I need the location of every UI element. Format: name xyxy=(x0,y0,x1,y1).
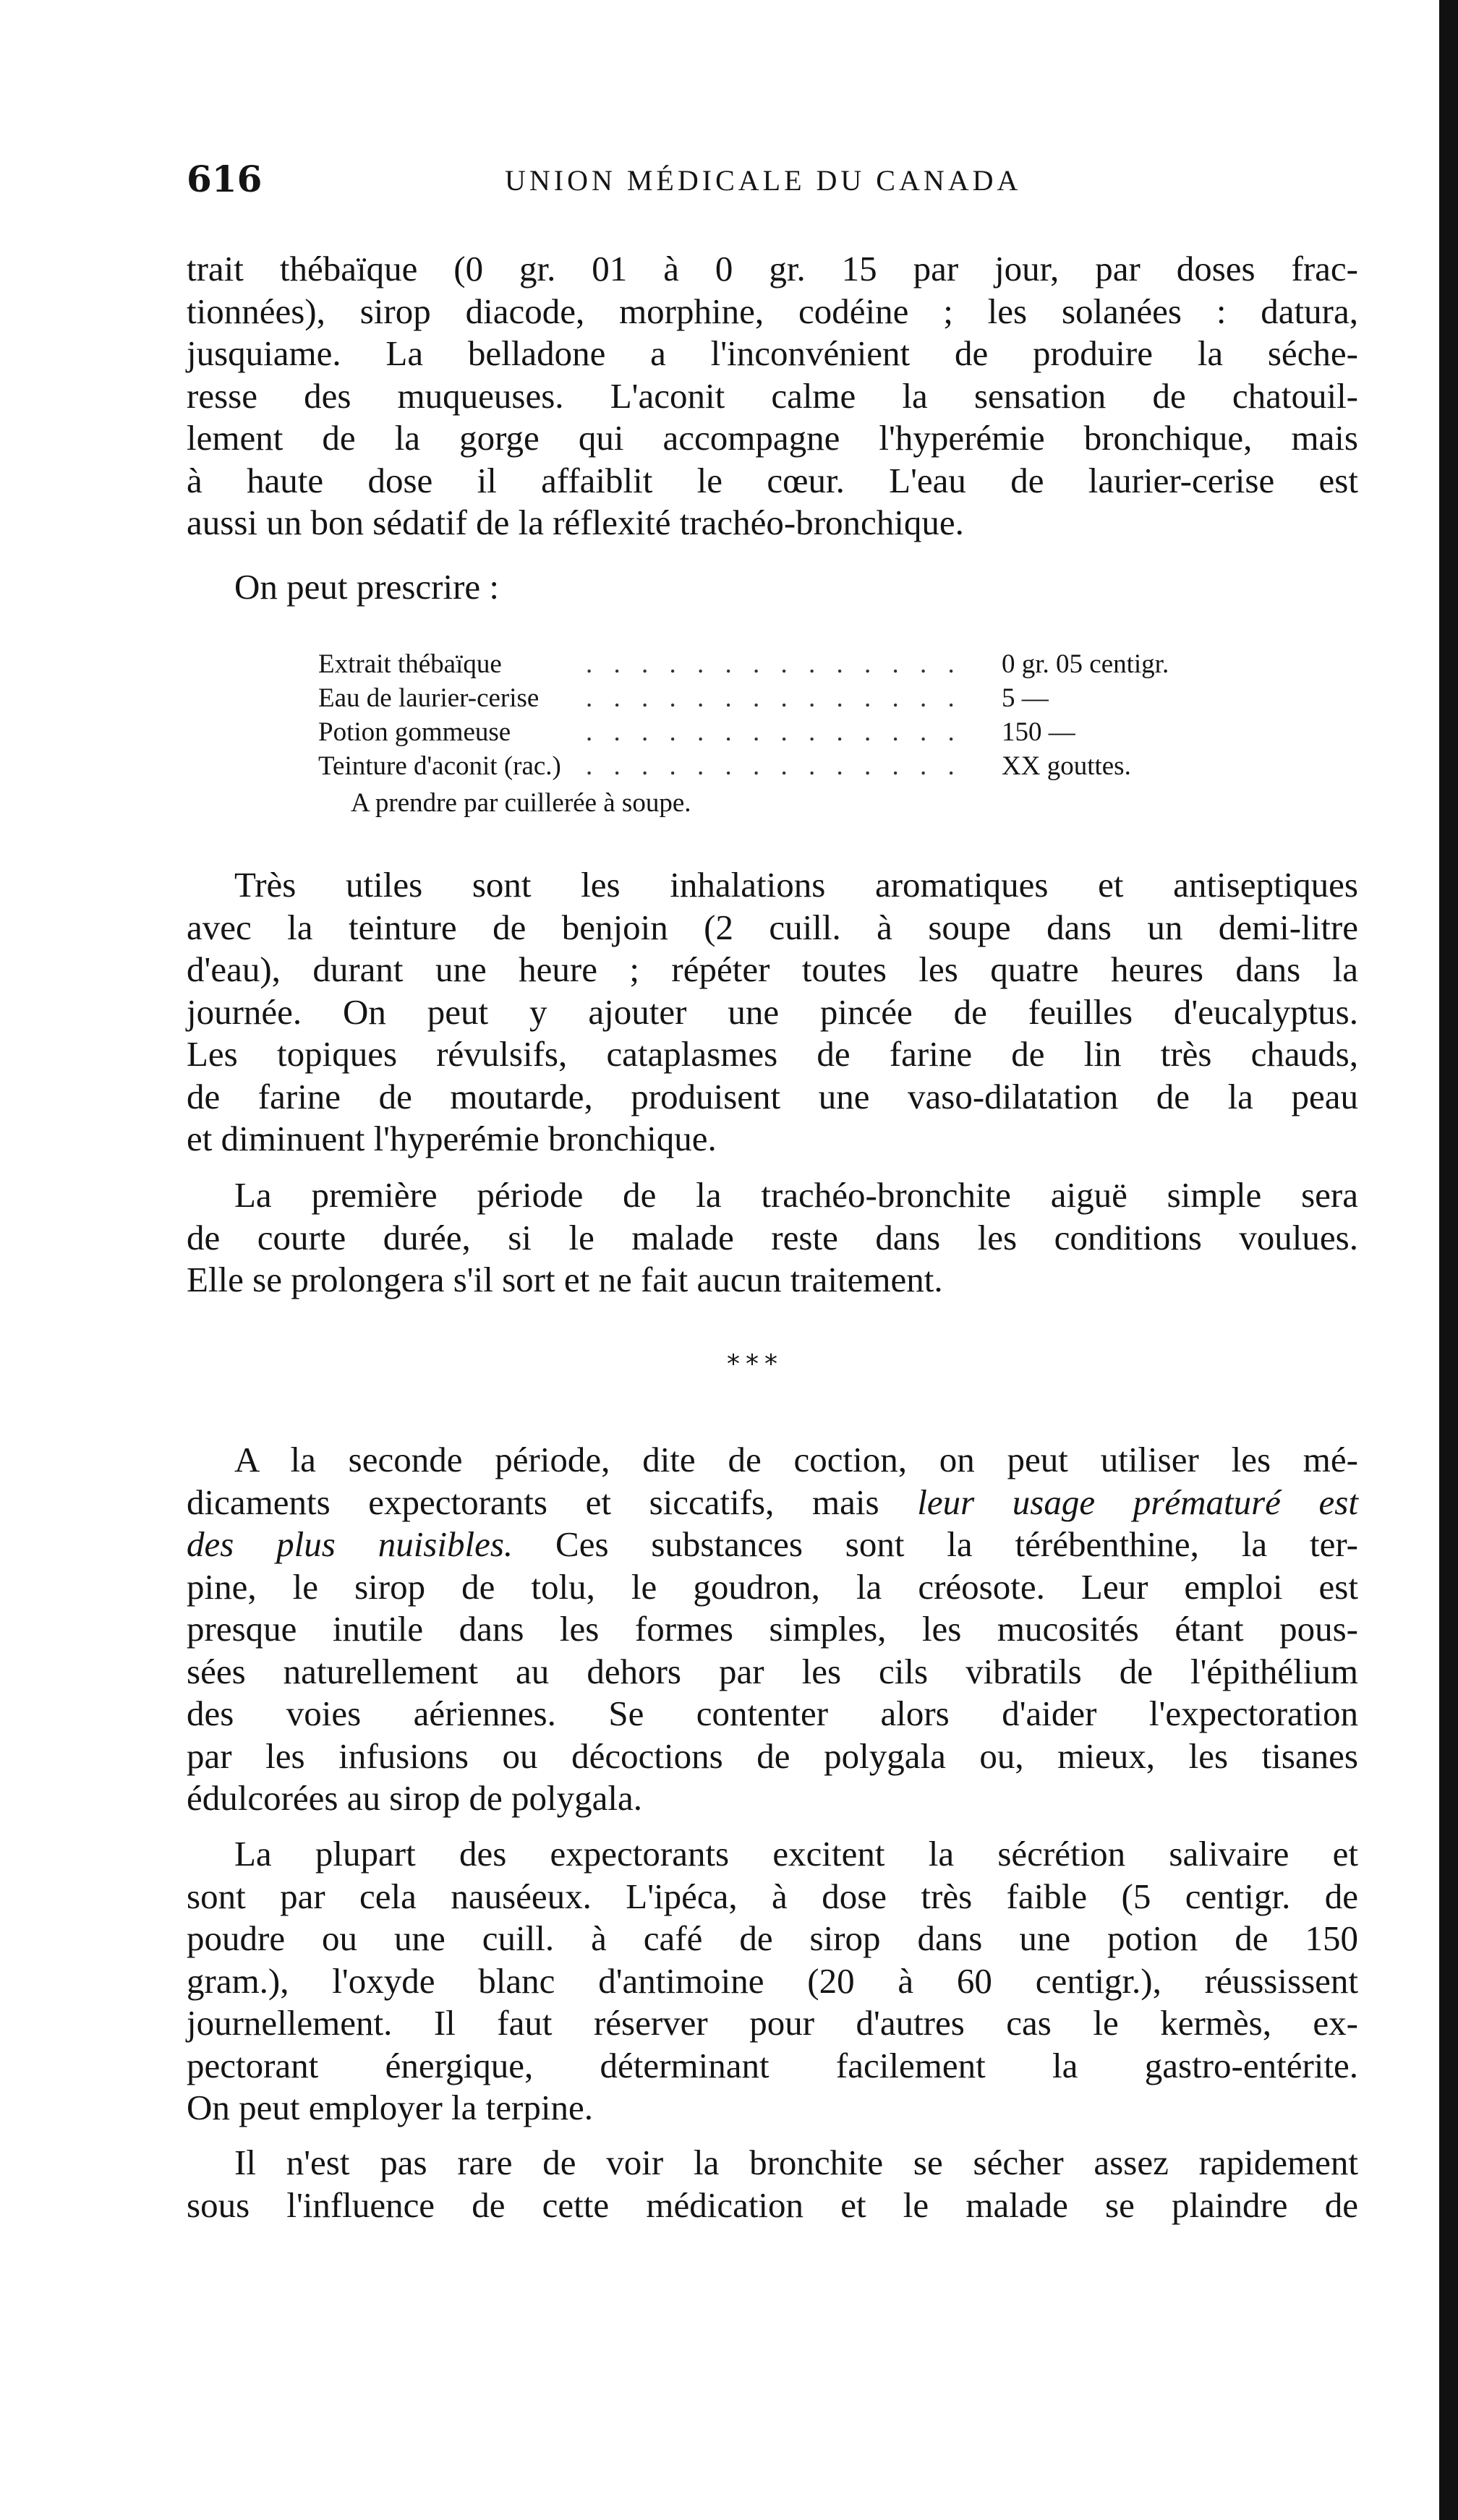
text-line-mixed xyxy=(187,1482,1358,1524)
prescribe-lead: On peut prescrire : xyxy=(234,567,499,607)
text-line: La plupart des expectorants excitent la sécrétion salivaire et xyxy=(234,1834,1358,1874)
text-line: pectorant énergique, déterminant facilement la gastro-entérite. xyxy=(187,2045,1358,2085)
text-line: sont par cela nauséeux. L'ipéca, à dose très faible (5 centigr. de xyxy=(187,1876,1358,1916)
text-line: édulcorées au sirop de polygala. xyxy=(187,1778,642,1818)
text-line: La première période de la trachéo-bronchite aiguë simple sera xyxy=(234,1175,1358,1215)
leader-dots: . . . . . . . . . . . . . . xyxy=(586,649,962,679)
text-line: journellement. Il faut réserver pour d'autres cas le kermès, ex- xyxy=(187,2003,1358,2043)
text-line: gram.), l'oxyde blanc d'antimoine (20 à 60 centigr.), réussissent xyxy=(187,1960,1358,2001)
text-line: à haute dose il affaiblit le cœur. L'eau de laurier-cerise est xyxy=(187,460,1358,500)
text-line: avec la teinture de benjoin (2 cuill. à soupe dans un demi-litre xyxy=(187,907,1358,947)
text-line: journée. On peut y ajouter une pincée de feuilles d'eucalyptus. xyxy=(187,991,1358,1032)
paragraph-2 xyxy=(187,864,1358,1161)
prescription-row xyxy=(318,715,1345,749)
prescription-block xyxy=(318,647,1345,818)
text-line: de courte durée, si le malade reste dans les conditions voulues. xyxy=(187,1217,1358,1257)
paragraph-1 xyxy=(187,248,1358,544)
text-line: poudre ou une cuill. à café de sirop dans une potion de 150 xyxy=(187,1918,1358,1958)
leader-dots: . . . . . . . . . . . . . . xyxy=(586,717,962,747)
text-line: des voies aériennes. Se contenter alors d'aider l'expectoration xyxy=(187,1693,1358,1733)
prescription-item: Teinture d'aconit (rac.) xyxy=(318,751,561,781)
running-title: UNION MÉDICALE DU CANADA xyxy=(505,164,1022,197)
page-edge-shadow xyxy=(1439,0,1458,2520)
paragraph-4 xyxy=(187,1439,1358,1820)
text-line: par les infusions ou décoctions de polygala ou, mieux, les tisanes xyxy=(187,1735,1358,1776)
text-line: aussi un bon sédatif de la réflexité trachéo-bronchique. xyxy=(187,503,964,542)
prescription-row xyxy=(318,681,1345,715)
paragraph-3 xyxy=(187,1174,1358,1302)
text-segment: dicaments expectorants et siccatifs, mais xyxy=(187,1482,918,1522)
text-line-mixed xyxy=(187,1524,1358,1566)
text-line: jusquiame. La belladone a l'inconvénient de produire la séche- xyxy=(187,333,1358,373)
italic-segment: des plus nuisibles. xyxy=(187,1524,513,1564)
prescription-quantity: 5 — xyxy=(1002,683,1049,713)
prescription-quantity: 150 — xyxy=(1002,717,1075,747)
text-line: lement de la gorge qui accompagne l'hyperémie bronchique, mais xyxy=(187,418,1358,458)
page-number: 616 xyxy=(187,158,263,200)
text-line: Très utiles sont les inhalations aromatiques et antiseptiques xyxy=(234,865,1358,905)
italic-segment: leur usage prématuré est xyxy=(917,1482,1358,1522)
paragraph-6 xyxy=(187,2142,1358,2226)
text-line: Il n'est pas rare de voir la bronchite se sécher assez rapidement xyxy=(234,2143,1358,2182)
prescription-item: Eau de laurier-cerise xyxy=(318,683,540,713)
text-line: sées naturellement au dehors par les cils vibratils de l'épithélium xyxy=(187,1651,1358,1691)
text-line: pine, le sirop de tolu, le goudron, la créosote. Leur emploi est xyxy=(187,1566,1358,1607)
prescription-item: Potion gommeuse xyxy=(318,717,511,747)
prescription-row xyxy=(318,749,1345,783)
text-line: Elle se prolongera s'il sort et ne fait aucun traitement. xyxy=(187,1260,943,1299)
text-line: et diminuent l'hyperémie bronchique. xyxy=(187,1119,717,1158)
text-line: Les topiques révulsifs, cataplasmes de farine de lin très chauds, xyxy=(187,1034,1358,1074)
text-line: On peut employer la terpine. xyxy=(187,2088,593,2127)
text-line: resse des muqueuses. L'aconit calme la sensation de chatouil- xyxy=(187,375,1358,416)
leader-dots: . . . . . . . . . . . . . . xyxy=(586,683,962,713)
text-line: d'eau), durant une heure ; répéter toutes les quatre heures dans la xyxy=(187,949,1358,989)
prescription-note: A prendre par cuillerée à soupe. xyxy=(351,788,691,818)
text-line: presque inutile dans les formes simples, les mucosités étant pous- xyxy=(187,1609,1358,1649)
text-line: tionnées), sirop diacode, morphine, codéine ; les solanées : datura, xyxy=(187,291,1358,331)
section-separator: *** xyxy=(727,1349,783,1379)
text-line: trait thébaïque (0 gr. 01 à 0 gr. 15 par jour, par doses frac- xyxy=(187,249,1358,289)
text-line: sous l'influence de cette médication et le malade se plaindre de xyxy=(187,2184,1358,2225)
paragraph-5 xyxy=(187,1833,1358,2130)
prescription-item: Extrait thébaïque xyxy=(318,649,502,679)
text-line: de farine de moutarde, produisent une vaso-dilatation de la peau xyxy=(187,1076,1358,1116)
text-line: A la seconde période, dite de coction, on peut utiliser les mé- xyxy=(234,1440,1358,1479)
prescription-row xyxy=(318,647,1345,681)
prescription-quantity: XX gouttes. xyxy=(1002,751,1131,781)
page-header xyxy=(187,158,1358,208)
prescription-quantity: 0 gr. 05 centigr. xyxy=(1002,649,1169,679)
leader-dots: . . . . . . . . . . . . . . xyxy=(586,751,962,781)
text-segment: Ces substances sont la térébenthine, la ter- xyxy=(513,1524,1358,1564)
